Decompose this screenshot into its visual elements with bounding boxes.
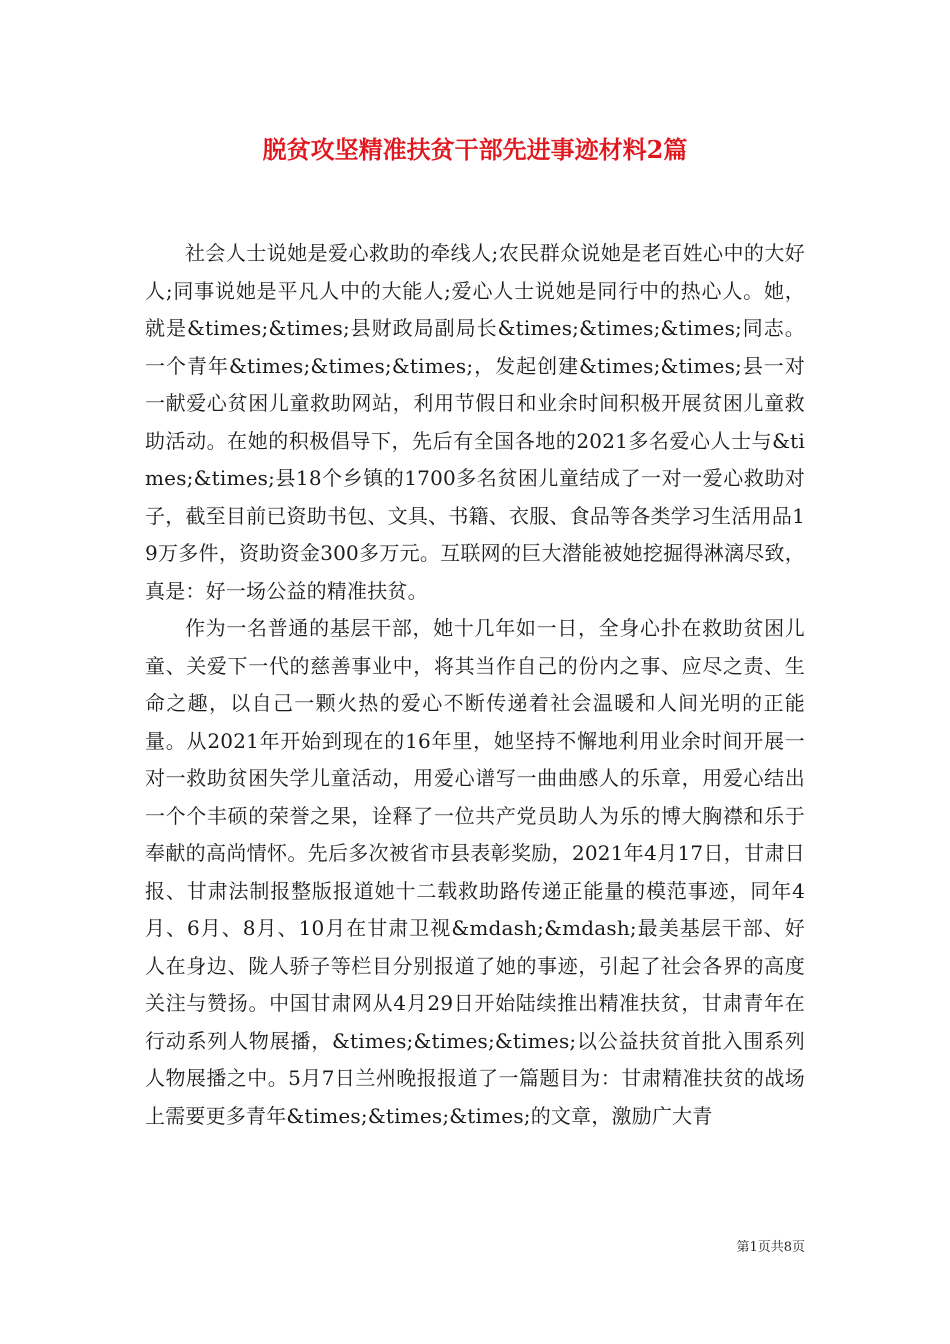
document-title: 脱贫攻坚精准扶贫干部先进事迹材料2篇 bbox=[262, 135, 688, 164]
paragraph-2: 作为一名普通的基层干部，她十几年如一日，全身心扑在救助贫困儿童、关爱下一代的慈善事业中，将其当作自己的份内之事、应尽之责、生命之趣，以自己一颗火热的爱心不断传递着社会温暖和人间光明的正能量。从2021年开始到现在的16年里，她坚持不懈地利用业余时间开展一对一救助贫困失学儿童活动，用爱心谱写一曲曲感人的乐章，用爱心结出一个个丰硕的荣誉之果，诠释了一位共产党员助人为乐的博大胸襟和乐于奉献的高尚情怀。先后多次被省市县表彰奖励，2021年4月17日，甘肃日报、甘肃法制报整版报道她十二载救助路传递正能量的模范事迹，同年4月、6月、8月、10月在甘肃卫视&mdash;&mdash;最美基层干部、好人在身边、陇人骄子等栏目分别报道了她的事迹，引起了社会各界的高度关注与赞扬。中国甘肃网从4月29日开始陆续推出精准扶贫，甘肃青年在行动系列人物展播，&times;&times;&times;以公益扶贫首批入围系列人物展播之中。5月7日兰州晚报报道了一篇题目为：甘肃精准扶贫的战场上需要更多青年&times;&times;&times;的文章，激励广大青 bbox=[145, 616, 805, 1128]
document-body bbox=[145, 235, 805, 1135]
paragraph-1: 社会人士说她是爱心救助的牵线人;农民群众说她是老百姓心中的大好人;同事说她是平凡人中的大能人;爱心人士说她是同行中的热心人。她，就是&times;&times;县财政局副局长&times;&times;&times;同志。一个青年&times;&times;&times;，发起创建&times;&times;县一对一献爱心贫困儿童救助网站，利用节假日和业余时间积极开展贫困儿童救助活动。在她的积极倡导下，先后有全国各地的2021多名爱心人士与&times;&times;县18个乡镇的1700多名贫困儿童结成了一对一爱心救助对子，截至目前已资助书包、文具、书籍、衣服、食品等各类学习生活用品19万多件，资助资金300多万元。互联网的巨大潜能被她挖掘得淋漓尽致，真是：好一场公益的精准扶贫。 bbox=[145, 241, 805, 603]
page-number: 第1页共8页 bbox=[736, 1240, 805, 1255]
